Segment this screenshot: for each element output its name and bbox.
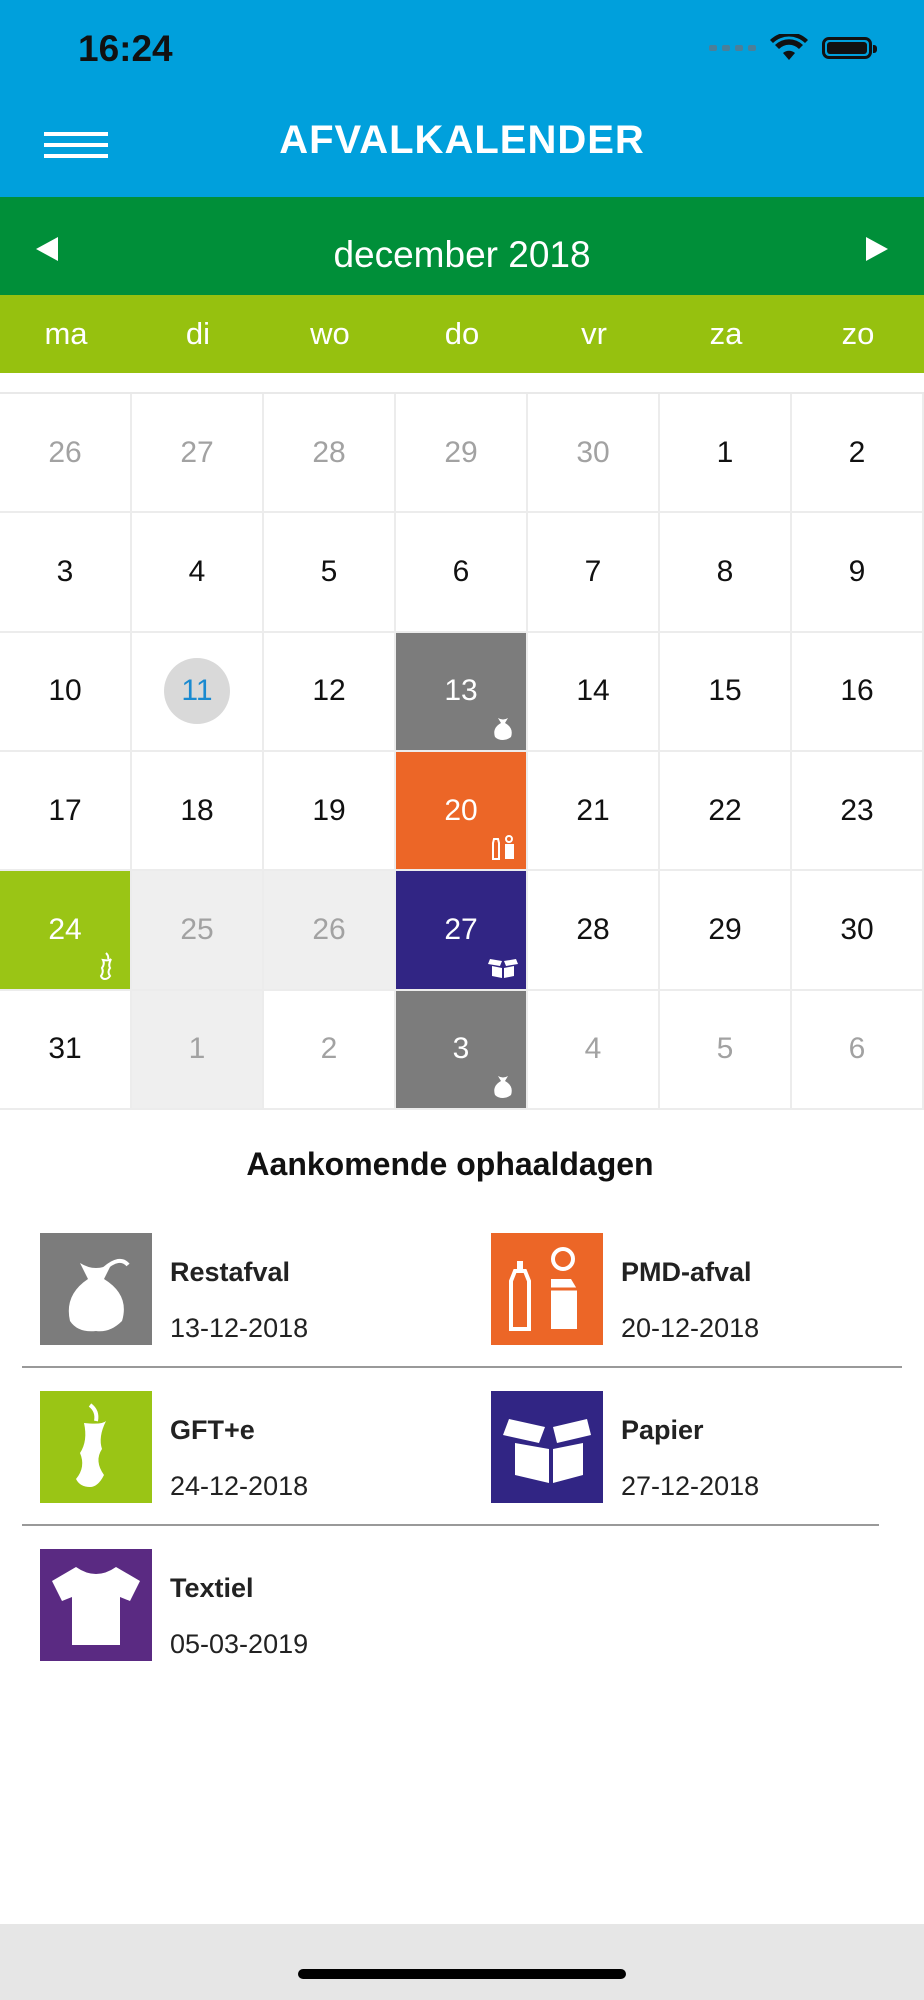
- day-number: 16: [840, 674, 874, 708]
- day-number: 26: [312, 912, 346, 946]
- calendar-day-cell[interactable]: [132, 871, 264, 990]
- day-number: 14: [576, 674, 610, 708]
- calendar-day-cell[interactable]: [792, 394, 924, 513]
- item-date: 05-03-2019: [170, 1629, 309, 1659]
- day-number: 25: [180, 912, 214, 946]
- calendar-day-cell[interactable]: [792, 633, 924, 752]
- day-number: 13: [444, 674, 478, 708]
- weekday-label: zo: [841, 316, 875, 351]
- status-time: 16:24: [78, 28, 173, 69]
- divider: [22, 1524, 879, 1526]
- item-name: Restafval: [170, 1257, 291, 1287]
- calendar-day-cell[interactable]: [528, 871, 660, 990]
- app-header: [0, 0, 924, 197]
- calendar-day-cell[interactable]: [132, 752, 264, 871]
- day-number: 6: [452, 554, 470, 588]
- today-day-number: 11: [164, 658, 230, 724]
- calendar-day-cell[interactable]: [792, 513, 924, 632]
- item-name: Textiel: [170, 1573, 254, 1603]
- item-name: GFT+e: [170, 1415, 255, 1445]
- page-title: AFVALKALENDER: [279, 118, 645, 162]
- day-number: 4: [188, 554, 206, 588]
- calendar-day-cell[interactable]: [0, 633, 132, 752]
- day-number: 6: [848, 1032, 866, 1066]
- calendar-day-cell[interactable]: [0, 394, 132, 513]
- item-name: Papier: [621, 1415, 704, 1445]
- calendar-day-cell[interactable]: [132, 991, 264, 1110]
- home-bar-area: [0, 1924, 924, 2000]
- day-number: 19: [312, 793, 346, 827]
- upcoming-item-textiel[interactable]: [40, 1549, 440, 1661]
- calendar-day-cell[interactable]: [396, 871, 528, 990]
- calendar-day-cell[interactable]: [0, 513, 132, 632]
- day-number: 27: [180, 435, 214, 469]
- day-number: 1: [716, 435, 734, 469]
- trash-bag-icon: [488, 712, 518, 742]
- weekday-label: ma: [44, 316, 88, 351]
- tshirt-icon: [40, 1549, 152, 1661]
- day-number: 7: [584, 554, 602, 588]
- day-number: 24: [48, 912, 82, 946]
- calendar-day-cell[interactable]: [132, 513, 264, 632]
- weekday-header: [0, 295, 924, 373]
- calendar-day-cell[interactable]: [396, 394, 528, 513]
- weekday-label: vr: [581, 316, 607, 351]
- calendar-day-cell[interactable]: [264, 991, 396, 1110]
- calendar-day-cell[interactable]: [792, 991, 924, 1110]
- calendar-day-cell[interactable]: [660, 871, 792, 990]
- day-number: 26: [48, 435, 82, 469]
- day-number: 3: [56, 554, 74, 588]
- box-icon: [488, 951, 518, 981]
- apple-core-icon: [92, 951, 122, 981]
- battery-icon: [822, 37, 872, 59]
- weekday-label: di: [185, 316, 211, 351]
- divider: [22, 1366, 902, 1368]
- day-number: 22: [708, 793, 742, 827]
- day-number: 21: [576, 793, 610, 827]
- upcoming-item-pmd[interactable]: [491, 1233, 891, 1345]
- item-date: 27-12-2018: [621, 1471, 760, 1501]
- day-number: 12: [312, 674, 346, 708]
- calendar-day-cell[interactable]: [792, 752, 924, 871]
- calendar-day-cell[interactable]: [264, 394, 396, 513]
- calendar-day-cell[interactable]: [660, 752, 792, 871]
- calendar-day-cell[interactable]: [660, 394, 792, 513]
- upcoming-item-gft[interactable]: [40, 1391, 440, 1503]
- month-label: december 2018: [333, 234, 591, 275]
- day-number: 28: [312, 435, 346, 469]
- day-number: 2: [848, 435, 866, 469]
- day-number: 5: [320, 554, 338, 588]
- calendar-day-cell[interactable]: [660, 633, 792, 752]
- calendar-day-cell[interactable]: [660, 513, 792, 632]
- calendar-day-cell[interactable]: [264, 871, 396, 990]
- day-number: 2: [320, 1032, 338, 1066]
- day-number: 23: [840, 793, 874, 827]
- calendar-day-cell[interactable]: [132, 394, 264, 513]
- day-number: 28: [576, 912, 610, 946]
- item-name: PMD-afval: [621, 1257, 752, 1287]
- day-number: 15: [708, 674, 742, 708]
- calendar-day-cell[interactable]: [264, 633, 396, 752]
- trash-bag-icon: [40, 1233, 152, 1345]
- calendar-day-cell[interactable]: [264, 513, 396, 632]
- weekday-label: za: [709, 316, 743, 351]
- calendar-day-cell[interactable]: [264, 752, 396, 871]
- calendar-day-cell[interactable]: [132, 633, 264, 752]
- calendar-day-cell[interactable]: [528, 633, 660, 752]
- trash-bag-icon: [488, 1070, 518, 1100]
- day-number: 20: [444, 793, 478, 827]
- calendar-day-cell[interactable]: [528, 752, 660, 871]
- day-number: 29: [708, 912, 742, 946]
- calendar-day-cell[interactable]: [396, 752, 528, 871]
- upcoming-item-restafval[interactable]: [40, 1233, 440, 1345]
- day-number: 17: [48, 793, 82, 827]
- day-number: 4: [584, 1032, 602, 1066]
- day-number: 31: [48, 1032, 82, 1066]
- calendar-day-cell[interactable]: [528, 394, 660, 513]
- calendar-day-cell[interactable]: [660, 991, 792, 1110]
- day-number: 27: [444, 912, 478, 946]
- day-number: 8: [716, 554, 734, 588]
- day-number: 29: [444, 435, 478, 469]
- day-number: 18: [180, 793, 214, 827]
- calendar-day-cell[interactable]: [0, 991, 132, 1110]
- day-number: 1: [188, 1032, 206, 1066]
- calendar-day-cell[interactable]: [396, 991, 528, 1110]
- day-number: 5: [716, 1032, 734, 1066]
- calendar-day-cell[interactable]: [528, 991, 660, 1110]
- wifi-icon: [770, 34, 808, 62]
- bottle-can-icon: [488, 831, 518, 861]
- calendar-day-cell[interactable]: [792, 871, 924, 990]
- item-date: 13-12-2018: [170, 1313, 309, 1343]
- item-date: 24-12-2018: [170, 1471, 309, 1501]
- item-date: 20-12-2018: [621, 1313, 760, 1343]
- calendar-day-cell[interactable]: [396, 633, 528, 752]
- next-month-button[interactable]: [856, 229, 896, 269]
- home-indicator[interactable]: [298, 1969, 626, 1979]
- cellular-signal-icon: [709, 45, 756, 51]
- calendar-day-cell[interactable]: [0, 752, 132, 871]
- day-number: 30: [840, 912, 874, 946]
- status-icons: [709, 34, 872, 62]
- month-navigation: [0, 197, 924, 295]
- day-number: 9: [848, 554, 866, 588]
- calendar-day-cell[interactable]: [0, 871, 132, 990]
- bottle-can-icon: [491, 1233, 603, 1345]
- upcoming-item-papier[interactable]: [491, 1391, 891, 1503]
- day-number: 10: [48, 674, 82, 708]
- day-number: 3: [452, 1032, 470, 1066]
- upcoming-title: Aankomende ophaaldagen: [246, 1146, 654, 1182]
- calendar-day-cell[interactable]: [396, 513, 528, 632]
- weekday-label: wo: [310, 316, 350, 351]
- box-icon: [491, 1391, 603, 1503]
- calendar-grid: [0, 392, 924, 1110]
- apple-core-icon: [40, 1391, 152, 1503]
- weekday-label: do: [444, 316, 480, 351]
- day-number: 30: [576, 435, 610, 469]
- calendar-day-cell[interactable]: [528, 513, 660, 632]
